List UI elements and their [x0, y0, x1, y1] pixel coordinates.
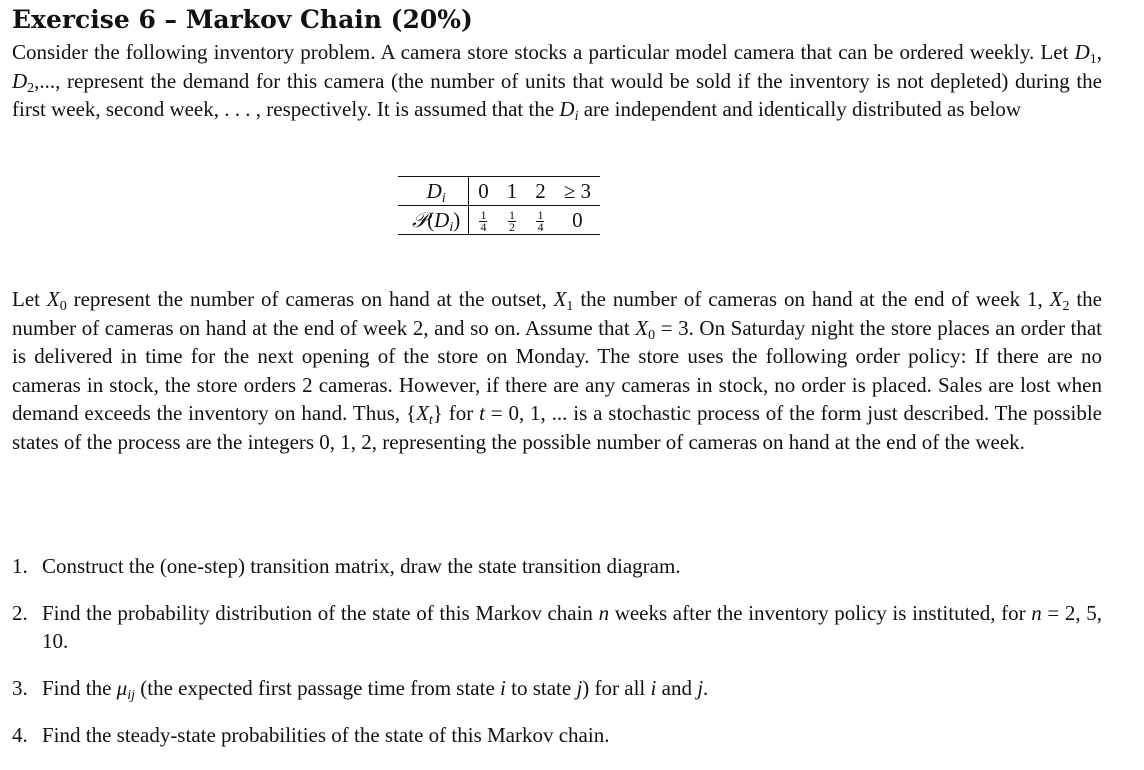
list-item: 3. Find the $\mu_{ij}$ (the expected first passage time from state i to state j) for all i and j. [12, 676, 709, 703]
list-item: 4. Find the steady-state probabilities of the state of this Markov chain. [12, 723, 610, 747]
table-cell: ≥ 3 [555, 177, 600, 206]
fraction: $\frac{1}{4}$ [537, 207, 544, 234]
question-list [12, 552, 1102, 768]
exercise-title: Exercise 6 – Markov Chain (20%) [12, 5, 473, 34]
table-cell [469, 206, 498, 235]
table-cell [526, 206, 555, 235]
fraction: $\frac{1}{4}$ [480, 207, 487, 234]
table-cell: 2 [526, 177, 555, 206]
exercise-page [12, 0, 1102, 124]
fraction: $\frac{1}{2}$ [508, 207, 515, 234]
table-cell: 0 [469, 177, 498, 206]
table-cell [498, 206, 527, 235]
list-item: 1. Construct the (one-step) transition matrix, draw the state transition diagram. [12, 554, 681, 578]
demand-distribution-table [398, 176, 600, 235]
list-item: 2. Find the probability distribution of the state of this Markov chain n weeks after the inventory policy is instituted, for n = 2, 5, 10. [12, 601, 1102, 653]
table-cell: 1 [498, 177, 527, 206]
intro-paragraph: Consider the following inventory problem. A camera store stocks a particular model camera that can be ordered weekly. Let $D_1$, $D_2$,..., represent the demand for this camera (the number of units that would be sold if the inventory is not depleted) during the first week, second week, . . . , respectively. It is assumed that the $D_i$ are independent and identically distributed as below [12, 40, 1102, 124]
process-description-paragraph: Let $X_0$ represent the number of cameras on hand at the outset, $X_1$ the number of cameras on hand at the end of week 1, $X_2$ the number of cameras on hand at the end of week 2, and so on. Assume that $X_0 = 3$. On Saturday night the store places an order that is delivered in time for the next opening of the store on Monday. The store uses the following order policy: If there are no cameras in stock, the store orders 2 cameras. However, if there are any cameras in stock, no order is placed. Sales are lost when demand exceeds the inventory on hand. Thus, $\{X_t\}$ for t = 0, 1, ... is a stochastic process of the form just described. The possible states of the process are the integers 0, 1, 2, representing the possible number of cameras on hand at the end of the week. [12, 287, 1103, 454]
row-label-di: $D_i$ [398, 177, 469, 206]
table-row-probabilities [398, 206, 600, 235]
table-row-values [398, 177, 600, 206]
table-cell: 0 [555, 206, 600, 235]
row-label-p-di: $𝒫(D_i)$ [398, 206, 469, 235]
